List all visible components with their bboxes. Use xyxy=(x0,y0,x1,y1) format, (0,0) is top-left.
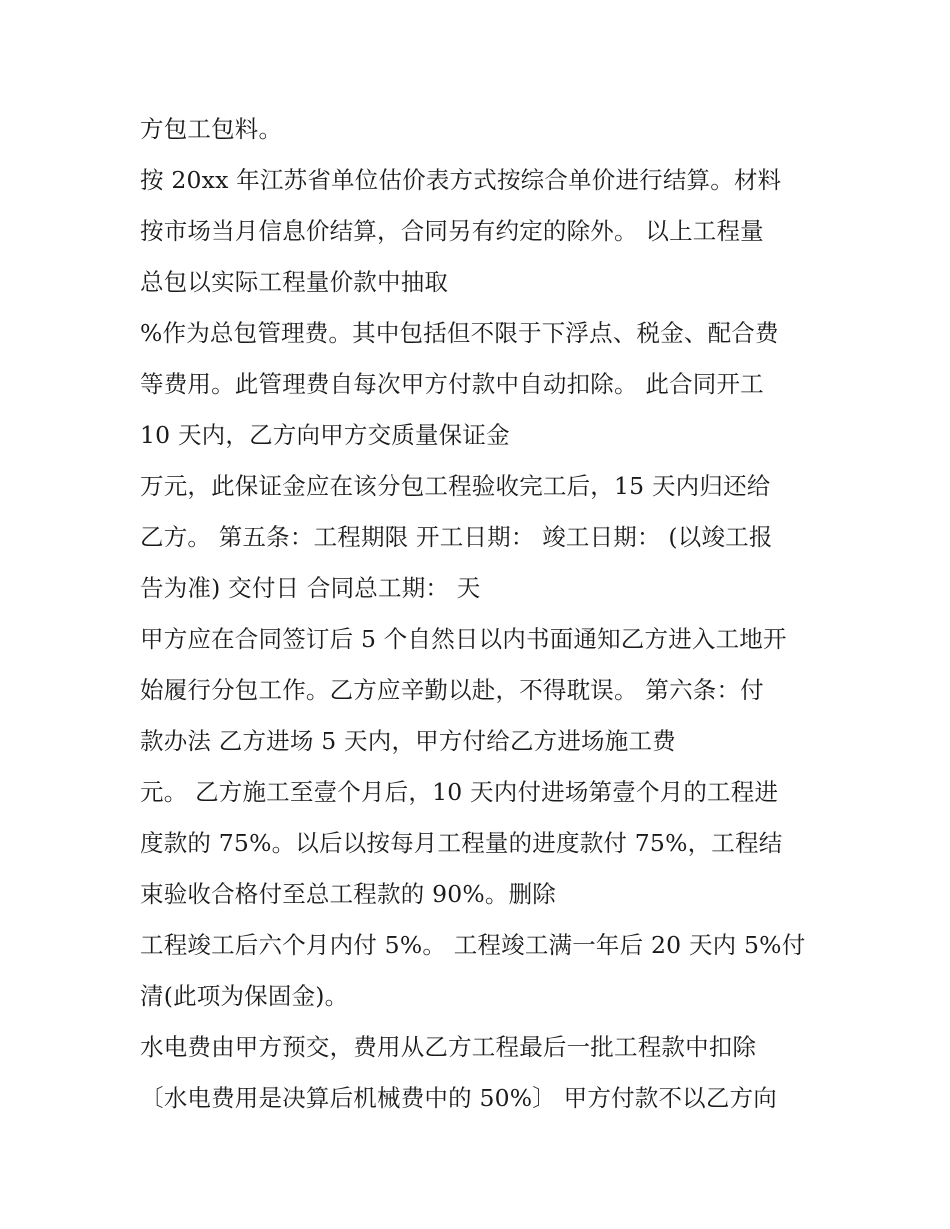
text-line: 元。 乙方施工至壹个月后，10 天内付进场第壹个月的工程进 xyxy=(140,778,779,806)
text-line: 工程竣工后六个月内付 5%。 工程竣工满一年后 20 天内 5%付 xyxy=(140,931,806,959)
text-line: 按市场当月信息价结算，合同另有约定的除外。 以上工程量 xyxy=(140,217,764,245)
text-line: 〔水电费用是决算后机械费中的 50%〕 甲方付款不以乙方向 xyxy=(140,1084,777,1112)
text-line: 始履行分包工作。乙方应辛勤以赴，不得耽误。 第六条：付 xyxy=(140,676,764,704)
text-line: 度款的 75%。以后以按每月工程量的进度款付 75%，工程结 xyxy=(140,829,783,857)
text-line: 水电费由甲方预交，费用从乙方工程最后一批工程款中扣除 xyxy=(140,1033,757,1061)
text-line: %作为总包管理费。其中包括但不限于下浮点、税金、配合费 xyxy=(140,319,779,347)
text-line: 万元，此保证金应在该分包工程验收完工后，15 天内归还给 xyxy=(140,472,771,500)
text-line: 10 天内，乙方向甲方交质量保证金 xyxy=(140,421,510,449)
text-line: 方包工包料。 xyxy=(140,115,283,143)
contract-text-body xyxy=(140,104,840,1124)
text-line: 告为准) 交付日 合同总工期： 天 xyxy=(140,574,481,602)
text-line: 按 20xx 年江苏省单位估价表方式按综合单价进行结算。材料 xyxy=(140,166,782,194)
text-line: 乙方。 第五条：工程期限 开工日期： 竣工日期： (以竣工报 xyxy=(140,523,773,551)
text-line: 清(此项为保固金)。 xyxy=(140,982,349,1010)
text-line: 甲方应在合同签订后 5 个自然日以内书面通知乙方进入工地开 xyxy=(140,625,787,653)
text-line: 等费用。此管理费自每次甲方付款中自动扣除。 此合同开工 xyxy=(140,370,764,398)
text-line: 款办法 乙方进场 5 天内，甲方付给乙方进场施工费 xyxy=(140,727,676,755)
text-line: 束验收合格付至总工程款的 90%。删除 xyxy=(140,880,557,908)
text-line: 总包以实际工程量价款中抽取 xyxy=(140,268,449,296)
